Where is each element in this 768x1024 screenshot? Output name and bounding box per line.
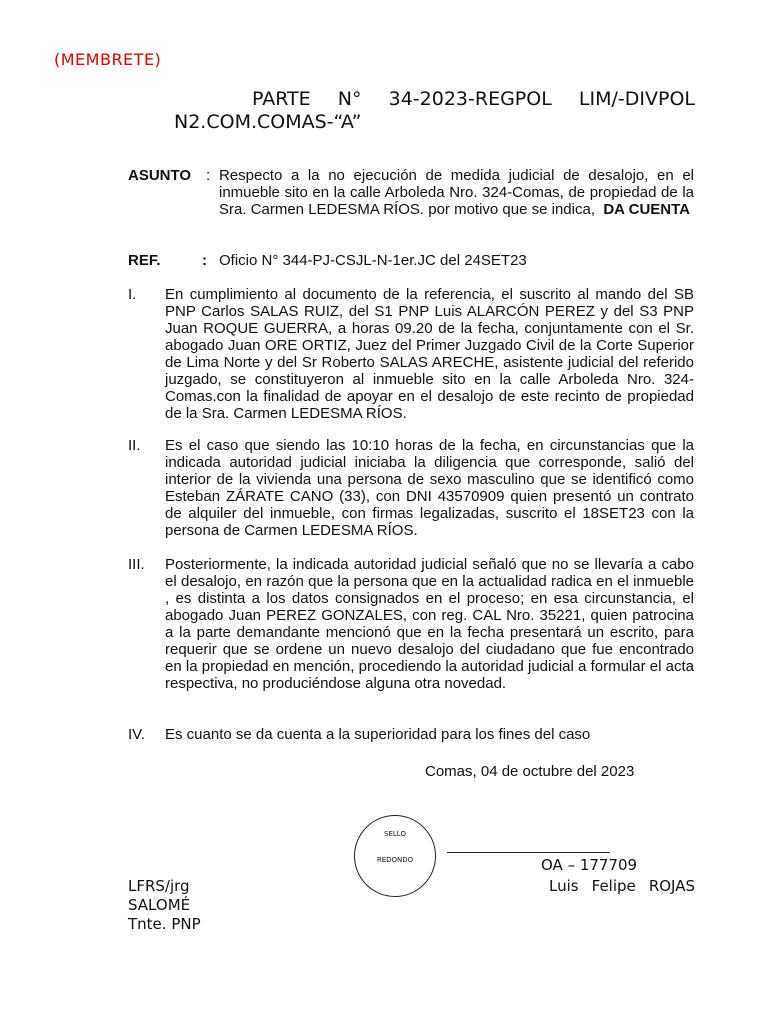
subject-colon: : bbox=[206, 167, 211, 184]
letterhead-placeholder: (MEMBRETE) bbox=[54, 50, 162, 69]
signer-surname: SALOMÉ bbox=[128, 896, 191, 914]
signature-line bbox=[447, 852, 610, 853]
item-1 bbox=[128, 286, 694, 422]
item-text: Es el caso que siendo las 10:10 horas de la fecha, en circunstancias que la indicada autoridad judicial iniciaba la diligencia que corresponde, salió del interior de la vivienda una persona de sexo masculino que se identificó como Esteban ZÁRATE CANO (33), con DNI 43570909 quien presentó un contrato de alquiler del inmueble, con firmas legalizadas, suscrito el 18SET23 con la persona de Carmen LEDESMA RÍOS. bbox=[165, 437, 694, 539]
seal-bottom-text: REDONDO bbox=[376, 856, 414, 864]
item-text: Posteriormente, la indicada autoridad judicial señaló que no se llevaría a cabo el desalojo, en razón que la persona que en la actualidad radica en el inmueble , es distinta a los datos consignados en el proceso; en esa circunstancia, el abogado Juan PEREZ GONZALES, con reg. CAL Nro. 35221, quien patrocina a la parte demandante mencionó que en la fecha presentará un escrito, para requerir que se ordene un nuevo desalojo del ciudadano que fue encontrado en la propiedad en mención, procediendo la autoridad judicial a formular el acta respectiva, no produciéndose alguna otra novedad. bbox=[165, 556, 694, 692]
reference-block bbox=[128, 252, 694, 269]
item-number: II. bbox=[128, 437, 141, 454]
item-number: III. bbox=[128, 556, 145, 573]
subject-label: ASUNTO bbox=[128, 167, 192, 184]
document-title bbox=[174, 88, 695, 134]
reference-label: REF. bbox=[128, 252, 161, 269]
item-3 bbox=[128, 556, 694, 692]
title-line-1: PARTE N° 34-2023-REGPOL LIM/-DIVPOL bbox=[252, 88, 695, 110]
seal-top-text: SELLO bbox=[384, 830, 406, 838]
item-2 bbox=[128, 437, 694, 539]
reference-colon: : bbox=[202, 252, 207, 269]
signer-rank: Tnte. PNP bbox=[128, 915, 201, 933]
item-number: I. bbox=[128, 286, 137, 303]
item-text: En cumplimiento al documento de la referencia, el suscrito al mando del SB PNP Carlos SALAS RUIZ, del S1 PNP Luis ALARCÓN PEREZ y del S3 PNP Juan ROQUE GUERRA, a horas 09.20 de la fecha, conjuntamente con el Sr. abogado Juan ORE ORTIZ, Juez del Primer Juzgado Civil de la Corte Superior de Lima Norte y del Sr Roberto SALAS ARECHE, asistente judicial del referido juzgado, se constituyeron al inmueble sito en la calle Arboleda Nro. 324-Comas.con la finalidad de apoyar en el desalojo de este recinto de propiedad de la Sra. Carmen LEDESMA RÍOS. bbox=[165, 286, 694, 422]
reference-text: Oficio N° 344-PJ-CSJL-N-1er.JC del 24SET23 bbox=[219, 252, 527, 269]
officer-code: OA – 177709 bbox=[541, 856, 638, 874]
item-number: IV. bbox=[128, 726, 145, 743]
item-text: Es cuanto se da cuenta a la superioridad para los fines del caso bbox=[165, 726, 591, 743]
reference-initials: LFRS/jrg bbox=[128, 877, 190, 895]
item-4 bbox=[128, 726, 694, 743]
signer-name: Luis Felipe ROJAS bbox=[549, 877, 695, 895]
subject-body: Respecto a la no ejecución de medida judicial de desalojo, en el inmueble sito en la calle Arboleda Nro. 324-Comas, de propiedad de la Sra. Carmen LEDESMA RÍOS. por motivo que se indica, bbox=[219, 167, 694, 218]
subject-bold-tail: DA CUENTA bbox=[603, 201, 691, 218]
subject-text bbox=[219, 167, 694, 218]
subject-block bbox=[128, 167, 694, 218]
title-line-2: N2.COM.COMAS-“A” bbox=[174, 111, 362, 133]
round-seal-placeholder bbox=[354, 815, 436, 897]
place-date: Comas, 04 de octubre del 2023 bbox=[425, 763, 635, 780]
